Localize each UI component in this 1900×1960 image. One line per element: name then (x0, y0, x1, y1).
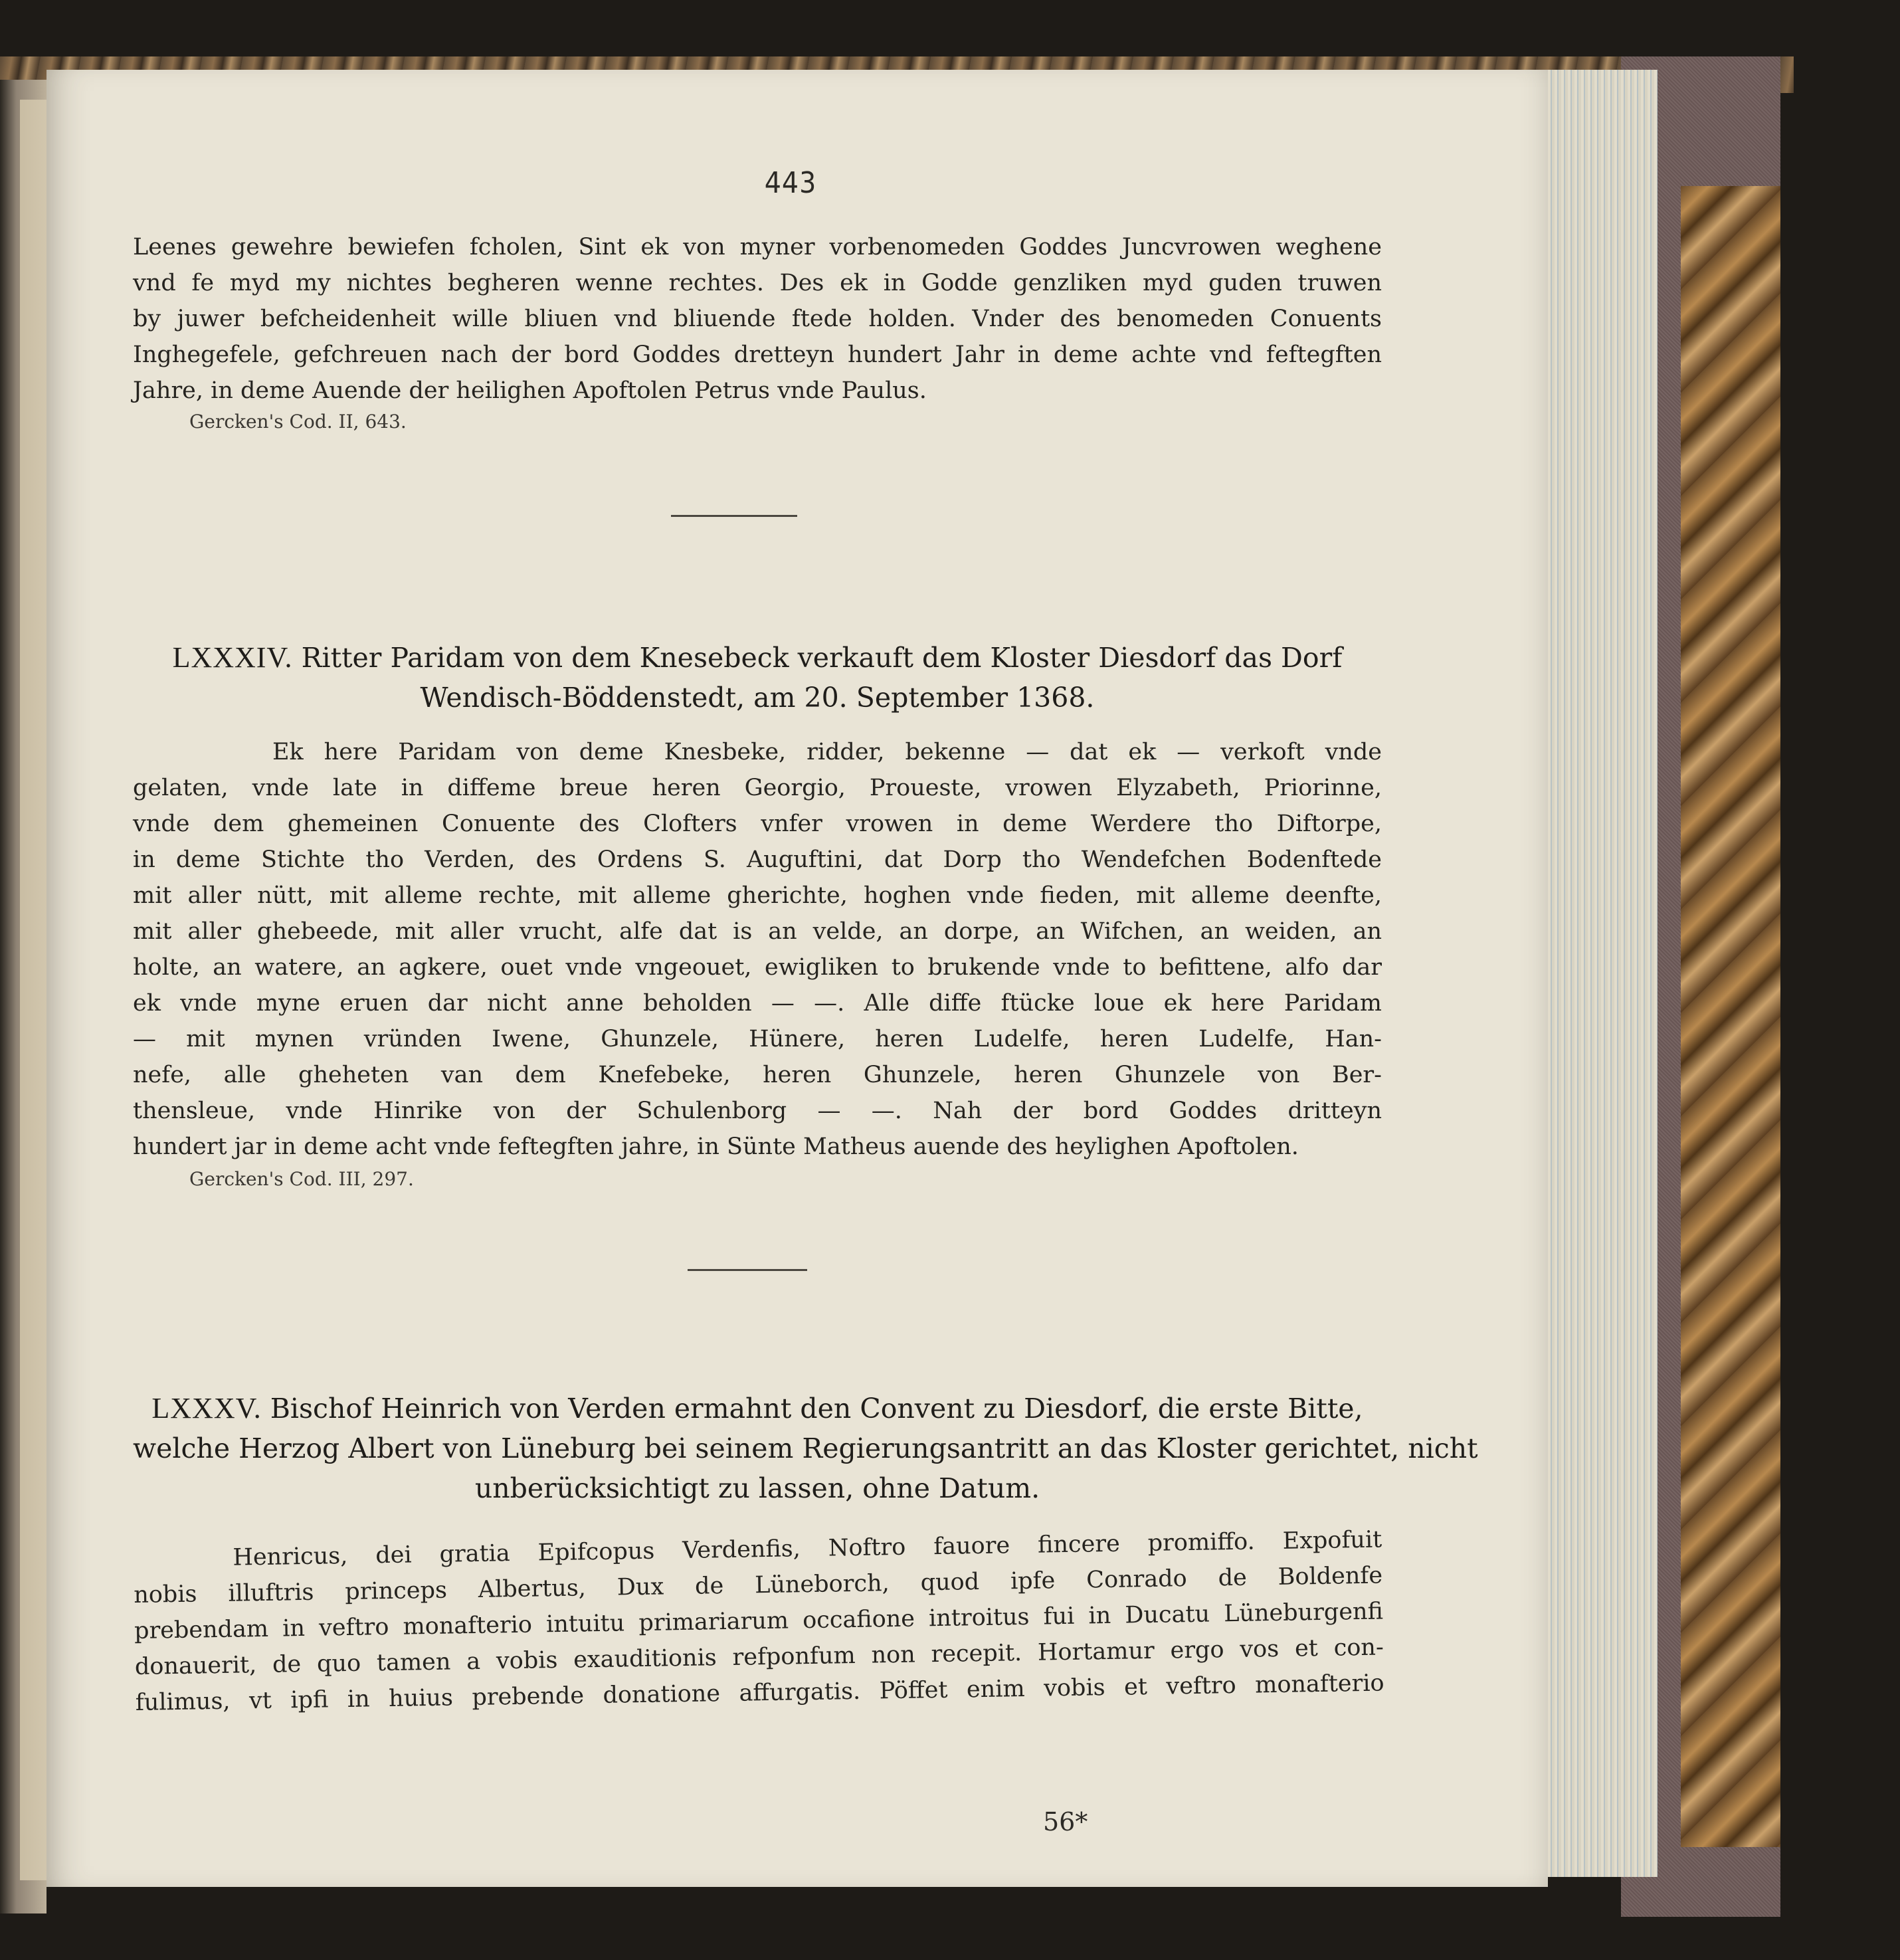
heading-line: welche Herzog Albert von Lüneburg bei seinem Regierungsantritt an das Kloster gerichtet, nicht (133, 1432, 1478, 1464)
source-reference: Gercken's Cod. III, 297. (189, 1168, 414, 1190)
signature-mark: 56* (1043, 1807, 1088, 1836)
text-line: nobis illuftris princeps Albertus, Dux de Lüneborch, quod ipfe Conrado de Boldenfe (133, 1562, 1383, 1609)
heading-line (133, 1389, 1382, 1428)
heading-line: unberücksichtigt zu lassen, ohne Datum. (474, 1472, 1040, 1504)
document-heading-lxxxv (133, 1389, 1478, 1508)
document-heading-lxxxiv (133, 638, 1382, 718)
heading-title-text: Bischof Heinrich von Verden ermahnt den Convent zu Diesdorf, die erste Bitte, (270, 1393, 1363, 1424)
section-divider (688, 1269, 807, 1271)
document-body-lxxxiv (133, 734, 1382, 1165)
text-line: by juwer befcheidenheit wille bliuen vnd bliuende ftede holden. Vnder des benomeden Conuents (133, 306, 1382, 332)
text-line: Jahre, in deme Auende der heilighen Apoftolen Petrus vnde Paulus. (133, 377, 927, 404)
book-page (47, 70, 1548, 1887)
document-number: LXXXIV. (172, 641, 293, 674)
text-line: nefe, alle gheheten van dem Knefebeke, heren Ghunzele, heren Ghunzele von Ber- (133, 1062, 1382, 1088)
document-body-lxxxv (133, 1521, 1384, 1720)
text-line: vnde dem ghemeinen Conuente des Clofters vnfer vrowen in deme Werdere tho Diftorpe, (133, 811, 1382, 837)
intro-paragraph (133, 229, 1382, 409)
page-block-edges (1535, 70, 1658, 1877)
text-line: holte, an watere, an agkere, ouet vnde vngeouet, ewigliken to brukende vnde to befittene, alfo dar (133, 954, 1382, 981)
text-line: hundert jar in deme acht vnde feftegften jahre, in Sünte Matheus auende des heylighen Apoftolen. (133, 1133, 1299, 1160)
text-line: in deme Stichte tho Verden, des Ordens S. Auguftini, dat Dorp tho Wendefchen Bodenftede (133, 846, 1382, 873)
text-line: vnd fe myd my nichtes begheren wenne rechtes. Des ek in Godde genzliken myd guden truwen (133, 270, 1382, 296)
text-line: thensleue, vnde Hinrike von der Schulenborg — —. Nah der bord Goddes dritteyn (133, 1098, 1382, 1124)
source-reference: Gercken's Cod. II, 643. (189, 411, 407, 433)
text-line: prebendam in veftro monafterio intuitu primariarum occafione introitus fui in Ducatu Lüneburgenfi (134, 1598, 1384, 1644)
text-line: fulimus, vt ipfi in huius prebende donatione affurgatis. Pöffet enim vobis et veftro monafterio (135, 1670, 1384, 1716)
heading-title-text: Ritter Paridam von dem Knesebeck verkauft dem Kloster Diesdorf das Dorf (301, 642, 1343, 674)
page-number: 443 (764, 166, 817, 200)
text-line: Ek here Paridam von deme Knesbeke, ridder, bekenne — dat ek — verkoft vnde (272, 739, 1382, 765)
text-line: — mit mynen vründen Iwene, Ghunzele, Hünere, heren Ludelfe, heren Ludelfe, Han- (133, 1026, 1382, 1052)
text-line: donauerit, de quo tamen a vobis exauditionis refponfum non recepit. Hortamur ergo vos et con- (134, 1634, 1384, 1680)
text-line: gelaten, vnde late in diffeme breue heren Georgio, Proueste, vrowen Elyzabeth, Priorinne, (133, 775, 1382, 801)
heading-line: Wendisch-Böddenstedt, am 20. September 1368. (420, 682, 1095, 714)
marbled-endpaper-right (1681, 186, 1780, 1847)
text-line: Leenes gewehre bewiefen fcholen, Sint ek von myner vorbenomeden Goddes Juncvrowen weghene (133, 234, 1382, 260)
section-divider (671, 515, 797, 517)
heading-line (133, 638, 1382, 678)
text-line: ek vnde myne eruen dar nicht anne beholden — —. Alle diffe ftücke loue ek here Paridam (133, 990, 1382, 1017)
document-number: LXXXV. (151, 1392, 262, 1424)
text-line: mit aller nütt, mit alleme rechte, mit alleme gherichte, hoghen vnde fieden, mit alleme deenfte, (133, 882, 1382, 909)
text-line: Henricus, dei gratia Epifcopus Verdenfis, Noftro fauore fincere promiffo. Expofuit (233, 1526, 1382, 1571)
text-line: Inghegefele, gefchreuen nach der bord Goddes dretteyn hundert Jahr in deme achte vnd feftegften (133, 342, 1382, 368)
text-line: mit aller ghebeede, mit aller vrucht, alfe dat is an velde, an dorpe, an Wifchen, an weiden, an (133, 918, 1382, 945)
